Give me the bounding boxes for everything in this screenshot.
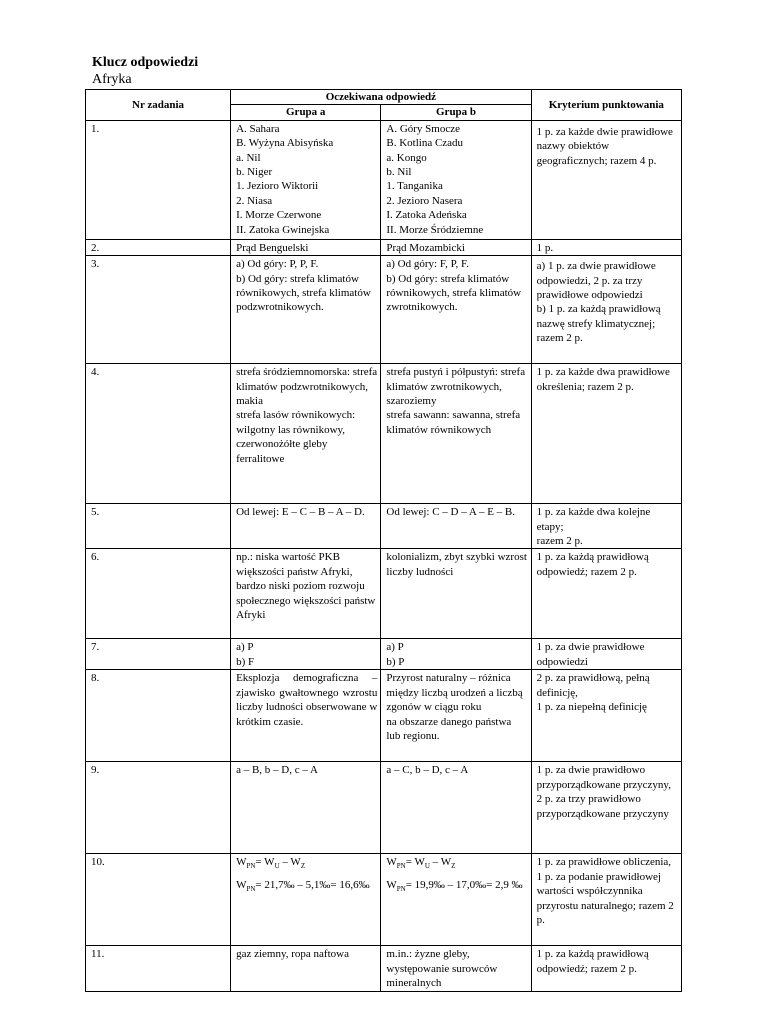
task-number: 7. bbox=[86, 639, 231, 670]
answer-group-a: a – B, b – D, c – A bbox=[231, 762, 381, 854]
page-subtitle: Afryka bbox=[92, 72, 132, 87]
answer-group-a: Prąd Benguelski bbox=[231, 239, 381, 255]
table-row bbox=[86, 504, 682, 549]
header-group-b: Grupa b bbox=[381, 105, 531, 120]
formula: $W_{PN}= W_U - W_Z$ bbox=[386, 856, 456, 871]
scoring-criterion: 1 p. bbox=[531, 239, 681, 255]
calculation: $W_{PN}=$ 19,9‰ – 17,0‰= 2,9 ‰ bbox=[386, 878, 523, 894]
scoring-criterion: 1 p. za dwie prawidłowo przyporządkowane przyczyny, 2 p. za trzy prawidłowo przyporządkowane przyczyny bbox=[531, 762, 681, 854]
table-row bbox=[86, 549, 682, 639]
answer-group-b: Prąd Mozambicki bbox=[381, 239, 531, 255]
header-task-number: Nr zadania bbox=[86, 90, 231, 121]
answer-group-a: gaz ziemny, ropa naftowa bbox=[231, 946, 381, 991]
scoring-criterion: 1 p. za każde dwie prawidłowe nazwy obiektów geograficznych; razem 4 p. bbox=[531, 120, 681, 239]
answer-group-b: strefa pustyń i półpustyń: strefa klimatów zwrotnikowych, szaroziemy strefa sawann: sawanna, strefa klimatów równikowych bbox=[381, 364, 531, 504]
scoring-criterion: 1 p. za każdą prawidłową odpowiedź; razem 2 p. bbox=[531, 946, 681, 991]
table-row bbox=[86, 762, 682, 854]
table-row bbox=[86, 120, 682, 239]
table-row bbox=[86, 639, 682, 670]
answer-group-a: Eksplozja demograficzna – zjawisko gwałtownego wzrostu liczby ludności obserwowane w krótkim czasie. bbox=[231, 670, 381, 762]
task-number: 10. bbox=[86, 854, 231, 946]
scoring-criterion: 1 p. za prawidłowe obliczenia, 1 p. za podanie prawidłowej wartości współczynnika przyrostu naturalnego; razem 2 p. bbox=[531, 854, 681, 946]
formula: $W_{PN}= W_U - W_Z$ bbox=[236, 856, 306, 871]
answer-key-table bbox=[85, 89, 682, 992]
answer-group-b: kolonializm, zbyt szybki wzrost liczby ludności bbox=[381, 549, 531, 639]
answer-group-a: Od lewej: E – C – B – A – D. bbox=[231, 504, 381, 549]
scoring-criterion: 1 p. za dwie prawidłowe odpowiedzi bbox=[531, 639, 681, 670]
scoring-criterion: 1 p. za każde dwa prawidłowe określenia; razem 2 p. bbox=[531, 364, 681, 504]
table-row bbox=[86, 239, 682, 255]
answer-group-a: A. Sahara B. Wyżyna Abisyńska a. Nil b. Niger 1. Jezioro Wiktorii 2. Niasa I. Morze Czerwone II. Zatoka Gwinejska bbox=[231, 120, 381, 239]
table-row bbox=[86, 670, 682, 762]
answer-group-a bbox=[231, 854, 381, 946]
answer-group-b: a – C, b – D, c – A bbox=[381, 762, 531, 854]
task-number: 8. bbox=[86, 670, 231, 762]
header-scoring-criterion: Kryterium punktowania bbox=[531, 90, 681, 121]
answer-group-a: a) P b) F bbox=[231, 639, 381, 670]
answer-group-b: A. Góry Smocze B. Kotlina Czadu a. Kongo b. Nil 1. Tanganika 2. Jezioro Nasera I. Zatoka Adeńska II. Morze Śródziemne bbox=[381, 120, 531, 239]
task-number: 4. bbox=[86, 364, 231, 504]
answer-group-b: m.in.: żyzne gleby, występowanie surowców mineralnych bbox=[381, 946, 531, 991]
answer-group-b: Od lewej: C – D – A – E – B. bbox=[381, 504, 531, 549]
task-number: 3. bbox=[86, 256, 231, 364]
table-row bbox=[86, 364, 682, 504]
task-number: 1. bbox=[86, 120, 231, 239]
task-number: 6. bbox=[86, 549, 231, 639]
answer-group-b: Przyrost naturalny – różnica między liczbą urodzeń a liczbą zgonów w ciągu roku na obszarze danego państwa lub regionu. bbox=[381, 670, 531, 762]
scoring-criterion: 1 p. za każdą prawidłową odpowiedź; razem 2 p. bbox=[531, 549, 681, 639]
task-number: 5. bbox=[86, 504, 231, 549]
scoring-criterion: 1 p. za każde dwa kolejne etapy; razem 2 p. bbox=[531, 504, 681, 549]
task-number: 9. bbox=[86, 762, 231, 854]
task-number: 2. bbox=[86, 239, 231, 255]
answer-group-a: np.: niska wartość PKB większości państw Afryki, bardzo niski poziom rozwoju społecznego większości państw Afryki bbox=[231, 549, 381, 639]
task-number: 11. bbox=[86, 946, 231, 991]
table-row bbox=[86, 256, 682, 364]
answer-group-b bbox=[381, 854, 531, 946]
answer-group-a: a) Od góry: P, P, F. b) Od góry: strefa klimatów równikowych, strefa klimatów podzwrotnikowych. bbox=[231, 256, 381, 364]
scoring-criterion: a) 1 p. za dwie prawidłowe odpowiedzi, 2 p. za trzy prawidłowe odpowiedzi b) 1 p. za każdą prawidłową nazwę strefy klimatycznej; razem 2 p. bbox=[531, 256, 681, 364]
answer-group-b: a) P b) P bbox=[381, 639, 531, 670]
table-row bbox=[86, 946, 682, 991]
header-expected-answer: Oczekiwana odpowiedź bbox=[231, 90, 532, 105]
answer-group-b: a) Od góry: F, P, F. b) Od góry: strefa klimatów równikowych, strefa klimatów zwrotnikowych. bbox=[381, 256, 531, 364]
calculation: $W_{PN}=$ 21,7‰ – 5,1‰= 16,6‰ bbox=[236, 878, 370, 894]
answer-group-a: strefa śródziemnomorska: strefa klimatów podzwrotnikowych, makia strefa lasów równikowych: wilgotny las równikowy, czerwonożółte gleby ferralitowe bbox=[231, 364, 381, 504]
header-group-a: Grupa a bbox=[231, 105, 381, 120]
table-row bbox=[86, 854, 682, 946]
page-title: Klucz odpowiedzi bbox=[92, 55, 199, 70]
scoring-criterion: 2 p. za prawidłową, pełną definicję, 1 p. za niepełną definicję bbox=[531, 670, 681, 762]
